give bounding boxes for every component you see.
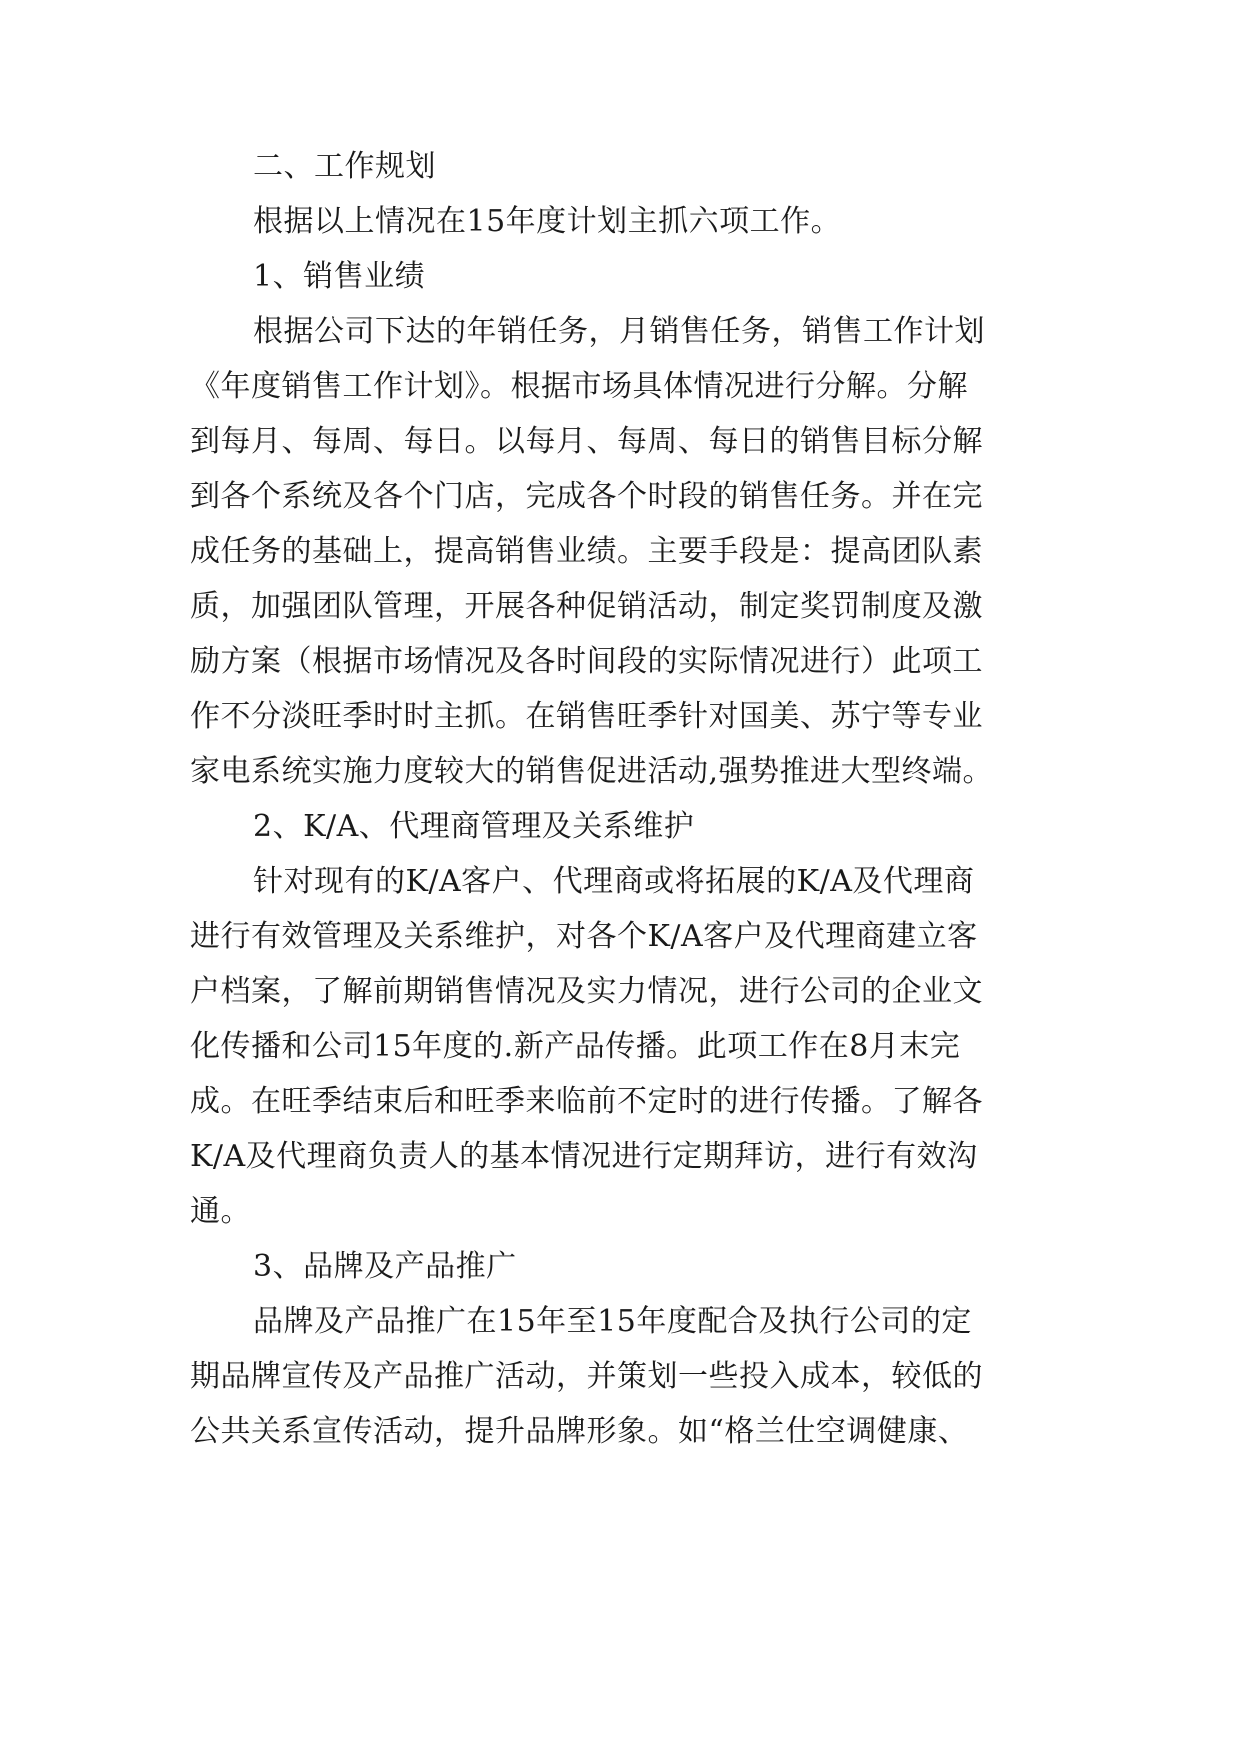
subsection-heading: 2、K/A、代理商管理及关系维护 xyxy=(253,809,695,844)
paragraph-line: 到每月、每周、每日。以每月、每周、每日的销售目标分解 xyxy=(190,424,983,459)
paragraph-line: 公共关系宣传活动，提升品牌形象。如“格兰仕空调健康、 xyxy=(190,1414,969,1449)
paragraph-line: 化传播和公司15年度的.新产品传播。此项工作在8月末完 xyxy=(190,1029,961,1064)
paragraph-line: 根据以上情况在15年度计划主抓六项工作。 xyxy=(253,204,842,239)
paragraph-line: 成。在旺季结束后和旺季来临前不定时的进行传播。了解各 xyxy=(190,1084,983,1119)
paragraph-line: 《年度销售工作计划》。根据市场具体情况进行分解。分解 xyxy=(190,369,968,404)
subsection-heading: 1、销售业绩 xyxy=(253,259,426,294)
paragraph-line: 作不分淡旺季时时主抓。在销售旺季针对国美、苏宁等专业 xyxy=(190,699,983,734)
paragraph-line: 户档案，了解前期销售情况及实力情况，进行公司的企业文 xyxy=(190,974,983,1009)
paragraph-line: 针对现有的K/A客户、代理商或将拓展的K/A及代理商 xyxy=(253,864,975,899)
paragraph-line: 根据公司下达的年销任务，月销售任务，销售工作计划 xyxy=(253,314,985,349)
paragraph-line: 质，加强团队管理，开展各种促销活动，制定奖罚制度及激 xyxy=(190,589,983,624)
paragraph-line: 家电系统实施力度较大的销售促进活动,强势推进大型终端。 xyxy=(190,754,994,789)
subsection-heading: 3、品牌及产品推广 xyxy=(253,1249,517,1284)
paragraph-line: 到各个系统及各个门店，完成各个时段的销售任务。并在完 xyxy=(190,479,983,514)
paragraph-line: 期品牌宣传及产品推广活动，并策划一些投入成本，较低的 xyxy=(190,1359,983,1394)
paragraph-line: 品牌及产品推广在15年至15年度配合及执行公司的定 xyxy=(253,1304,972,1339)
section-heading: 二、工作规划 xyxy=(253,149,436,184)
paragraph-line: K/A及代理商负责人的基本情况进行定期拜访，进行有效沟 xyxy=(190,1139,978,1174)
paragraph-line: 进行有效管理及关系维护，对各个K/A客户及代理商建立客 xyxy=(190,919,978,954)
paragraph-line: 成任务的基础上，提高销售业绩。主要手段是：提高团队素 xyxy=(190,534,983,569)
paragraph-line: 通。 xyxy=(190,1194,251,1229)
paragraph-line: 励方案（根据市场情况及各时间段的实际情况进行）此项工 xyxy=(190,644,983,679)
